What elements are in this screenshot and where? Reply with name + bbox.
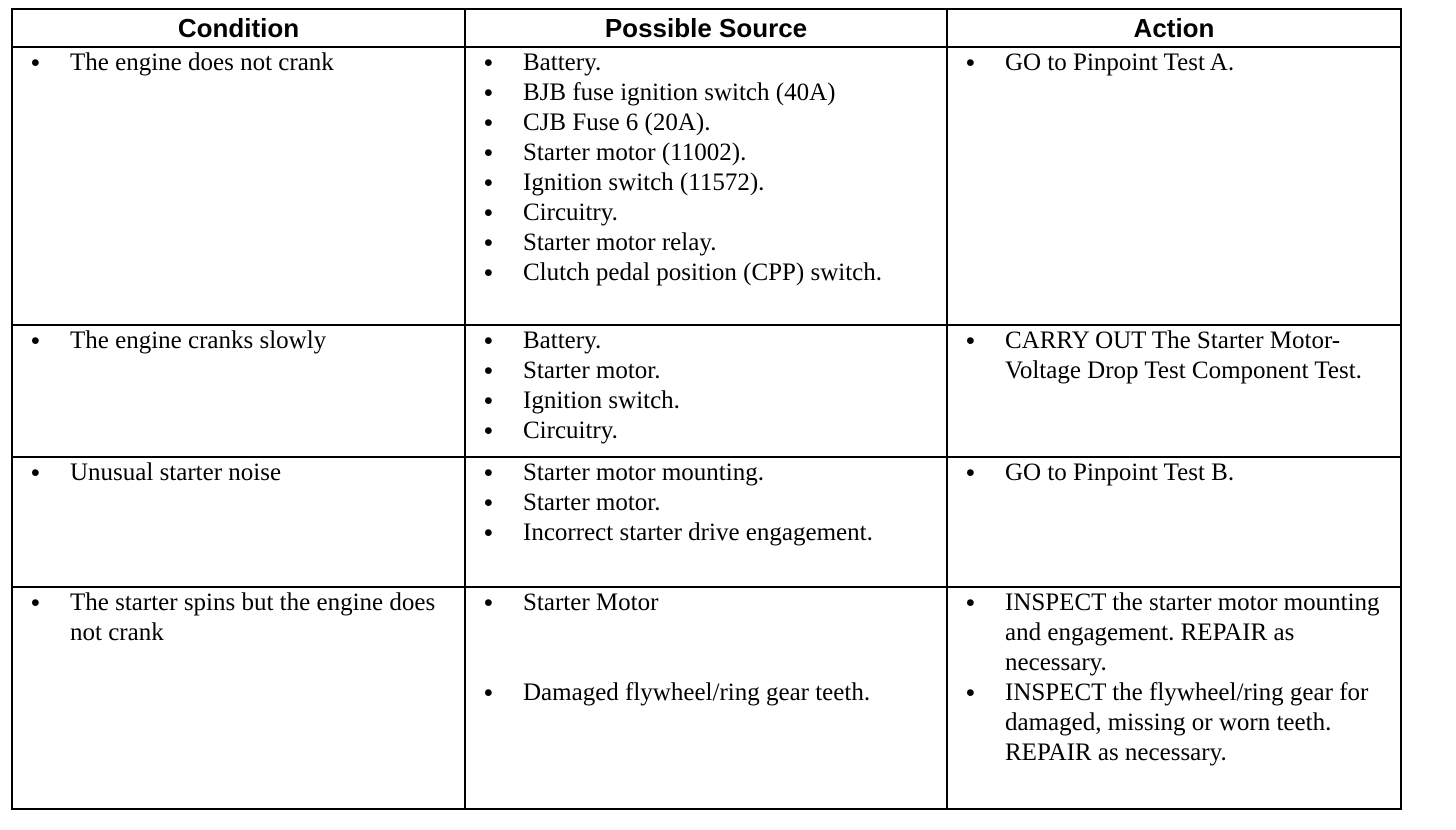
action-item: • CARRY OUT The Starter Motor-Voltage Drop Test Component Test. — [948, 326, 1400, 386]
source-cell — [465, 587, 947, 809]
action-cell — [947, 587, 1401, 809]
action-item: • GO to Pinpoint Test A. — [948, 48, 1400, 78]
source-item: • Circuitry. — [466, 416, 946, 446]
condition-text: • The engine cranks slowly — [13, 326, 464, 356]
condition-cell — [12, 325, 465, 457]
header-condition: Condition — [12, 9, 465, 47]
source-cell — [465, 457, 947, 587]
action-item: • INSPECT the starter motor mounting and engagement. REPAIR as necessary. — [948, 588, 1400, 678]
source-item: • Clutch pedal position (CPP) switch. — [466, 258, 946, 288]
source-cell — [465, 325, 947, 457]
action-item: • GO to Pinpoint Test B. — [948, 458, 1400, 488]
header-action: Action — [947, 9, 1401, 47]
source-item: • Circuitry. — [466, 198, 946, 228]
condition-text: • Unusual starter noise — [13, 458, 464, 488]
header-possible-source: Possible Source — [465, 9, 947, 47]
source-item: • Starter motor. — [466, 356, 946, 386]
source-item: • CJB Fuse 6 (20A). — [466, 108, 946, 138]
source-item: • Battery. — [466, 326, 946, 356]
table-row — [12, 325, 1401, 457]
source-cell — [465, 47, 947, 325]
table-row — [12, 47, 1401, 325]
source-item: • Starter Motor — [466, 588, 946, 618]
source-item: • Battery. — [466, 48, 946, 78]
action-cell — [947, 47, 1401, 325]
source-item: • BJB fuse ignition switch (40A) — [466, 78, 946, 108]
diagnosis-table — [11, 8, 1402, 810]
action-cell — [947, 457, 1401, 587]
condition-text: • The engine does not crank — [13, 48, 464, 78]
condition-text: • The starter spins but the engine does not crank — [13, 588, 464, 648]
source-item: • Starter motor relay. — [466, 228, 946, 258]
condition-cell — [12, 587, 465, 809]
source-item: • Incorrect starter drive engagement. — [466, 518, 946, 548]
source-item: • Ignition switch (11572). — [466, 168, 946, 198]
source-item: • Starter motor. — [466, 488, 946, 518]
source-item: • Starter motor mounting. — [466, 458, 946, 488]
header-row — [12, 9, 1401, 47]
action-item: • INSPECT the flywheel/ring gear for damaged, missing or worn teeth. REPAIR as necessary. — [948, 678, 1400, 768]
source-item: • Damaged flywheel/ring gear teeth. — [466, 678, 946, 708]
source-item: • Starter motor (11002). — [466, 138, 946, 168]
action-cell — [947, 325, 1401, 457]
condition-cell — [12, 457, 465, 587]
condition-cell — [12, 47, 465, 325]
table-row — [12, 587, 1401, 809]
source-item: • Ignition switch. — [466, 386, 946, 416]
table-row — [12, 457, 1401, 587]
